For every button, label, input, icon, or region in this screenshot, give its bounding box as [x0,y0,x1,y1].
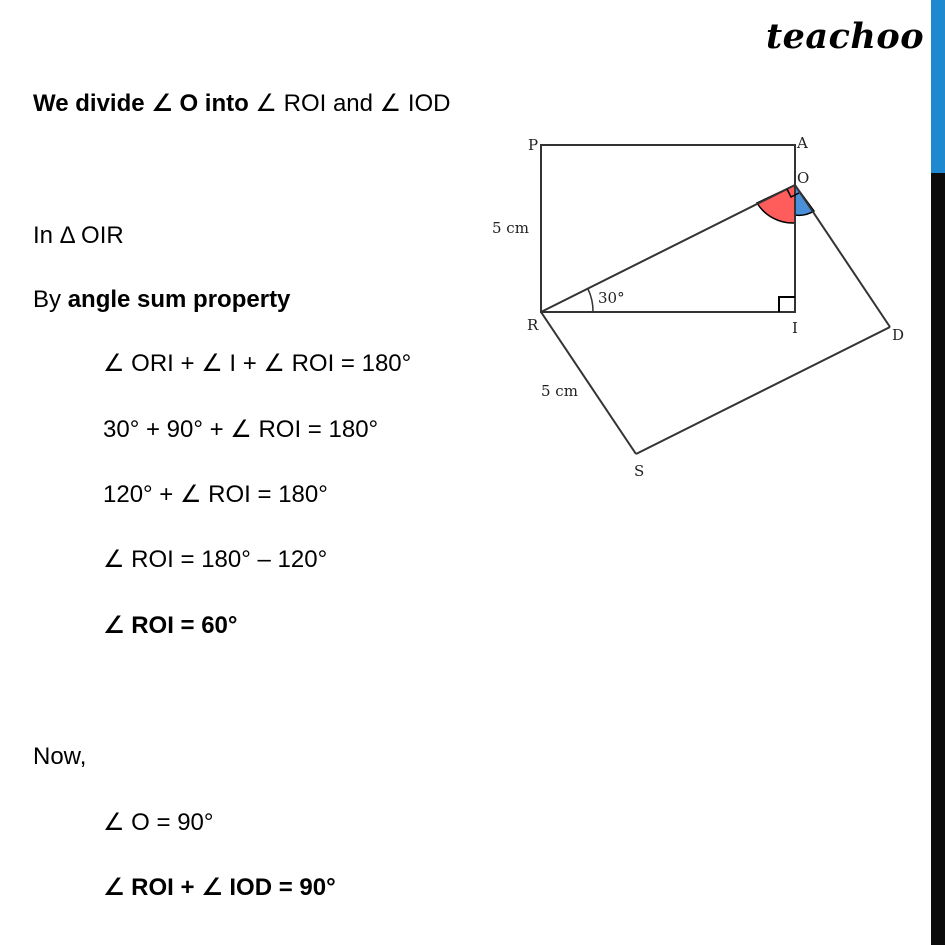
label-side-rs: 5 cm [541,382,578,400]
result-value: ROI = 60° [131,612,238,639]
label-s: S [634,462,645,480]
teachoo-logo: teachoo [766,16,925,57]
equation-line-4: ∠ ROI = 180° – 120° [103,546,328,573]
statement-rest: ∠ ROI and ∠ IOD [248,90,451,117]
rectangle-pair [541,145,795,312]
label-a: A [797,134,808,152]
triangle-heading: In Δ OIR [33,222,124,249]
label-o: O [797,169,810,187]
angle-symbol: ∠ [103,612,132,639]
label-side-pr: 5 cm [492,219,529,237]
label-d: D [892,326,905,344]
label-p: P [528,136,539,154]
label-i: I [792,319,798,337]
roi-angle-arc [757,185,795,223]
angle-arc-r [588,289,593,312]
sum-statement: ∠ ROI + ∠ IOD = 90° [103,874,336,901]
property-prefix: By [33,286,68,313]
statement-bold: We divide ∠ O into [33,90,249,117]
equation-line-2: 30° + 90° + ∠ ROI = 180° [103,416,379,443]
segment-od [795,185,890,327]
label-angle-30: 30° [598,289,625,307]
equation-line-3: 120° + ∠ ROI = 180° [103,481,328,508]
label-r: R [527,316,539,334]
segment-ds [636,327,890,454]
now-label: Now, [33,743,87,770]
equation-line-1: ∠ ORI + ∠ I + ∠ ROI = 180° [103,350,412,377]
angle-o-statement: ∠ O = 90° [103,809,214,836]
right-angle-mark-i [779,297,795,312]
segment-ro [541,185,795,312]
property-name: angle sum property [67,286,291,313]
